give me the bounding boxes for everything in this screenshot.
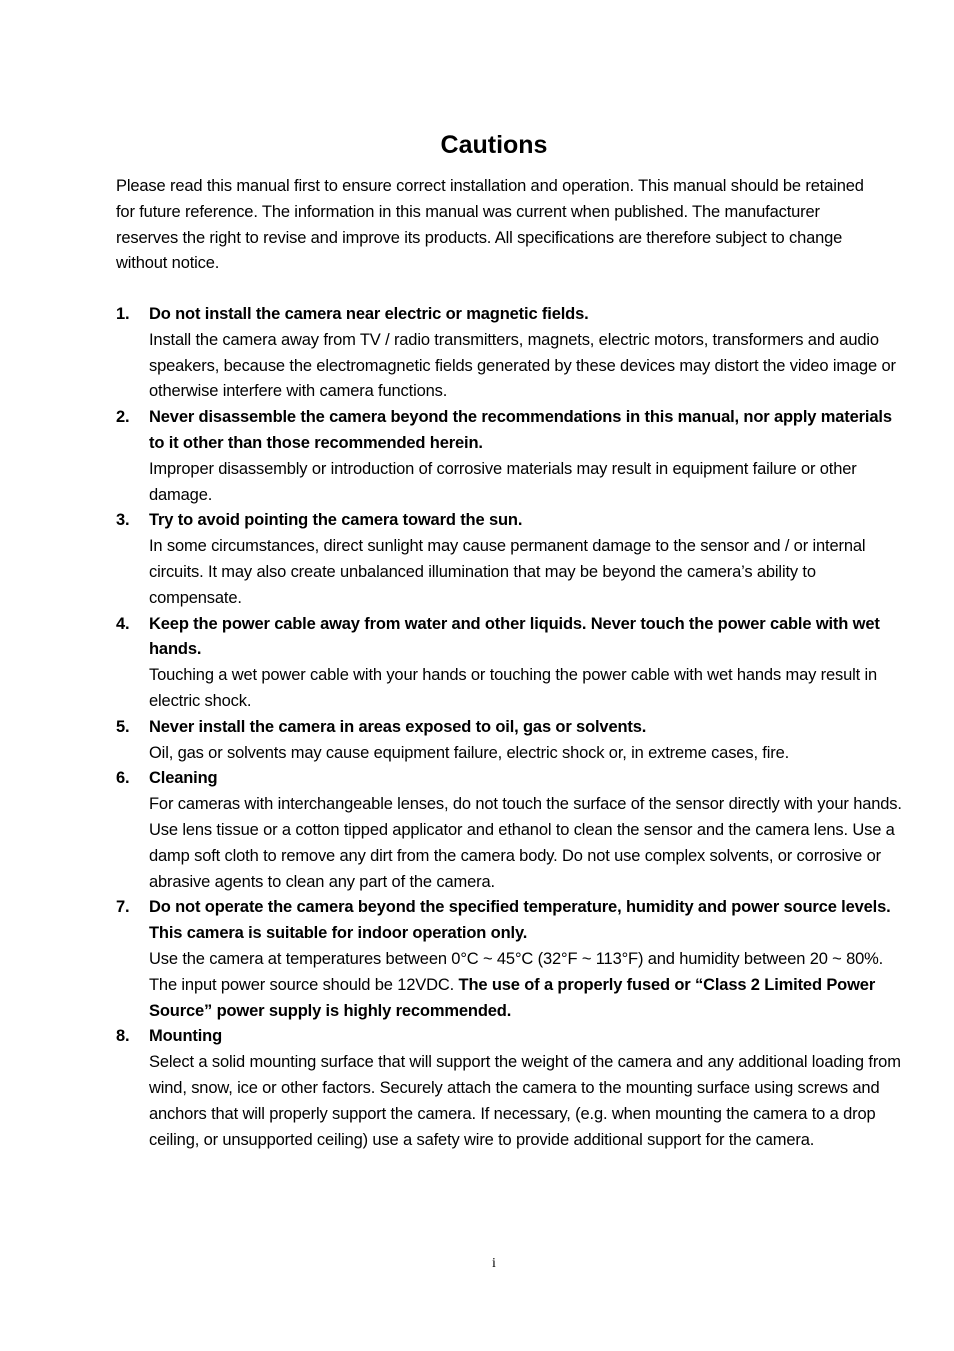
item-heading: Keep the power cable away from water and other liquids. Never touch the power cable with wet hands. — [149, 614, 880, 659]
item-heading: Do not operate the camera beyond the specified temperature, humidity and power source levels. This camera is suitable for indoor operation only. — [149, 898, 891, 943]
list-item — [116, 766, 906, 895]
item-body — [149, 534, 906, 611]
item-heading: Cleaning — [149, 769, 218, 788]
item-body-text: Use the camera at temperatures between 0°C ~ 45°C (32°F ~ 113°F) and humidity between 20 ~ 80%. The input power source should be 12VDC. — [149, 949, 884, 994]
item-number: 6. — [116, 769, 130, 788]
item-number: 1. — [116, 305, 130, 323]
page-number: i — [492, 1256, 496, 1271]
item-heading: Never install the camera in areas exposed to oil, gas or solvents. — [149, 717, 647, 736]
item-body-text: Install the camera away from TV / radio transmitters, magnets, electric motors, transformers and audio speakers, because the electromagnetic fields generated by these devices may distort the video image or otherwise interfere with camera functions. — [149, 330, 896, 401]
list-item — [116, 405, 906, 508]
item-number: 3. — [116, 511, 130, 530]
item-body — [149, 457, 906, 509]
item-body-text: Select a solid mounting surface that will support the weight of the camera and any additional loading from wind, snow, ice or other factors. Securely attach the camera to the mounting surface using screws and anchors that will properly support the camera. If necessary, (e.g. when mounting the camera to a drop ceiling, or unsupported ceiling) use a safety wire to provide additional support for the camera. — [149, 1053, 901, 1149]
intro-paragraph: Please read this manual first to ensure correct installation and operation. This manual should be retained for future reference. The information in this manual was current when published. The manufacturer reserves the right to revise and improve its products. All specifications are therefore subject to change without notice. — [116, 177, 864, 273]
item-heading: Mounting — [149, 1027, 223, 1046]
item-number: 2. — [116, 408, 130, 427]
item-heading: Do not install the camera near electric or magnetic fields. — [149, 305, 589, 323]
item-number: 4. — [116, 614, 130, 633]
item-body — [149, 947, 906, 1024]
item-body-text: Oil, gas or solvents may cause equipment failure, electric shock or, in extreme cases, fire. — [149, 743, 790, 762]
item-body — [149, 328, 906, 405]
list-item — [116, 1024, 906, 1153]
item-body-text: In some circumstances, direct sunlight may cause permanent damage to the sensor and / or internal circuits. It may also create unbalanced illumination that may be beyond the camera’s ability to compensate. — [149, 537, 866, 607]
item-number: 7. — [116, 898, 130, 917]
item-heading: Try to avoid pointing the camera toward the sun. — [149, 511, 523, 530]
item-number: 8. — [116, 1027, 130, 1046]
list-item — [116, 715, 906, 767]
item-body-text: Improper disassembly or introduction of corrosive materials may result in equipment failure or other damage. — [149, 459, 857, 504]
item-body — [149, 792, 906, 895]
cautions-list — [116, 302, 906, 1153]
list-item — [116, 508, 906, 611]
page-title: Cautions — [440, 131, 548, 159]
item-body-emphasis: The use of a properly fused or “Class 2 Limited Power Source” power supply is highly recommended. — [149, 975, 876, 1020]
item-heading: Never disassemble the camera beyond the recommendations in this manual, nor apply materials to it other than those recommended herein. — [149, 408, 892, 452]
item-body-text: Touching a wet power cable with your hands or touching the power cable with wet hands may result in electric shock. — [149, 666, 878, 710]
item-body-text: For cameras with interchangeable lenses, do not touch the surface of the sensor directly with your hands. Use lens tissue or a cotton tipped applicator and ethanol to clean the sensor and the camera lens. Use a damp soft cloth to remove any dirt from the camera body. Do not use complex solvents, or corrosive or abrasive agents to clean any part of the camera. — [149, 795, 902, 891]
list-item — [116, 302, 906, 405]
item-body — [149, 663, 906, 715]
item-number: 5. — [116, 717, 130, 736]
list-item — [116, 895, 906, 1024]
list-item — [116, 612, 906, 715]
item-body — [149, 741, 906, 767]
item-body — [149, 1050, 906, 1153]
